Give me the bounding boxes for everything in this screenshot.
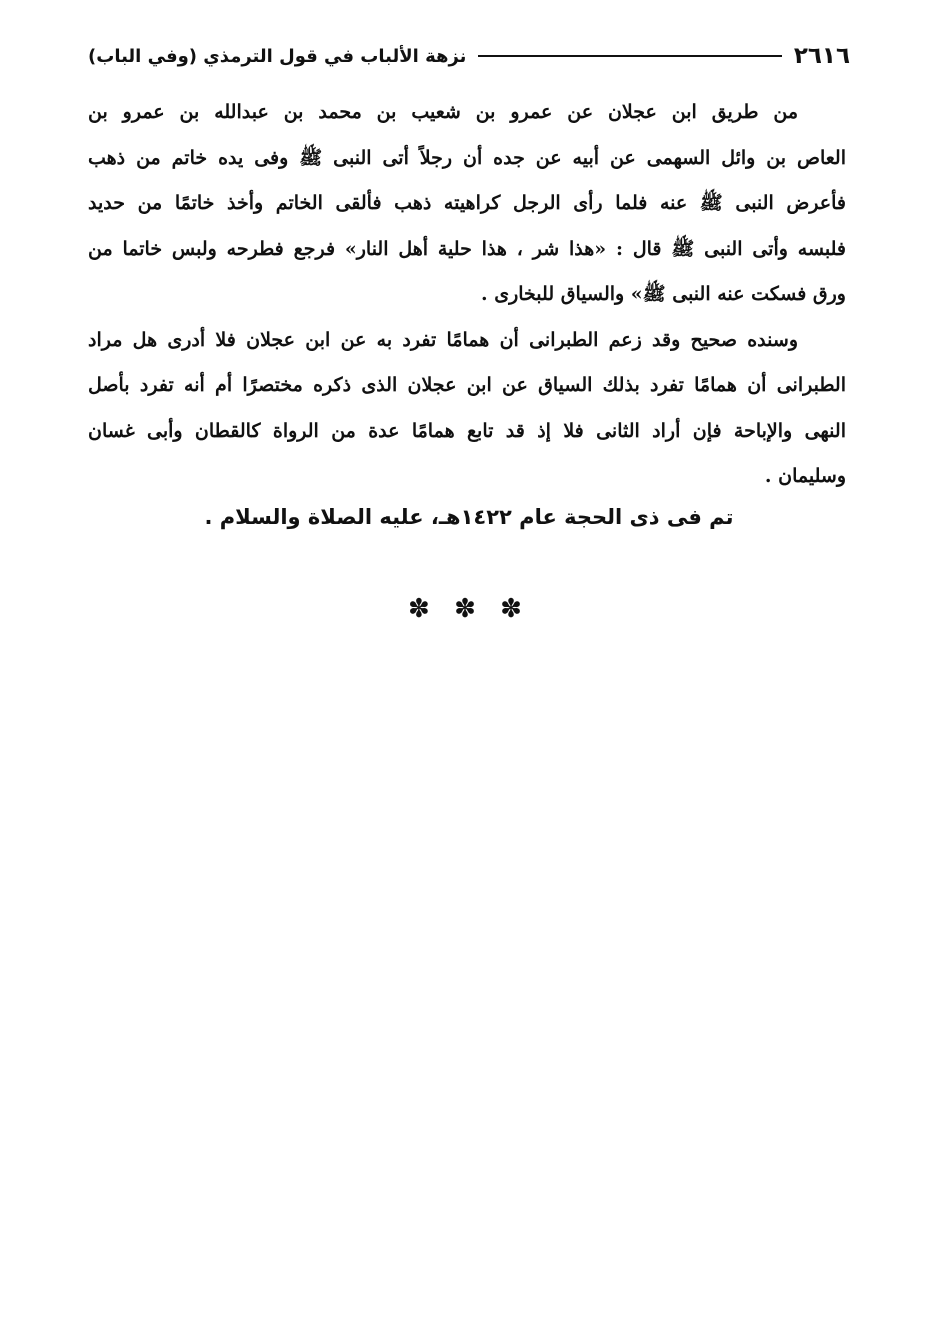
paragraph-1 xyxy=(88,90,846,318)
text-line: ورق فسكت عنه النبى ﷺ» والسياق للبخارى . xyxy=(480,283,846,305)
closing-statement: تم فى ذى الحجة عام ١٤٢٢هـ، عليه الصلاة والسلام . xyxy=(204,505,734,529)
running-title: نزهة الألباب في قول الترمذي (وفي الباب) xyxy=(88,45,467,67)
running-header xyxy=(88,38,850,74)
text-line: من طريق ابن عجلان عن عمرو بن شعيب بن محمد بن عبدالله بن عمرو بن xyxy=(88,101,798,123)
flower-ornament-icons: ✽ ✽ ✽ xyxy=(408,594,530,624)
text-line: فلبسه وأتى النبى ﷺ قال : «هذا شر ، هذا حلية أهل النار» فرجع فطرحه ولبس خاتما من xyxy=(88,237,846,260)
paragraph-2 xyxy=(88,318,846,500)
text-line: النهى والإباحة فإن أراد الثانى فلا إذ قد تابع همامًا عدة من الرواة كالقطان وأبى غسان xyxy=(88,419,846,442)
text-line: وسنده صحيح وقد زعم الطبرانى أن همامًا تفرد به عن ابن عجلان فلا أدرى هل مراد xyxy=(88,328,798,351)
text-line: فأعرض النبى ﷺ عنه فلما رأى الرجل كراهيته ذهب فألقى الخاتم وأخذ خاتمًا من حديد xyxy=(88,192,846,214)
text-line: وسليمان . xyxy=(764,465,846,487)
text-line: العاص بن وائل السهمى عن أبيه عن جده أن رجلاً أتى النبى ﷺ وفى يده خاتم من ذهب xyxy=(88,146,846,169)
text-line: الطبرانى أن همامًا تفرد بذلك السياق عن ابن عجلان الذى ذكره مختصرًا أم أنه تفرد بأصل xyxy=(88,374,846,396)
header-rule xyxy=(478,55,781,57)
page-number: ٢٦١٦ xyxy=(793,43,850,69)
body-text xyxy=(88,90,846,500)
